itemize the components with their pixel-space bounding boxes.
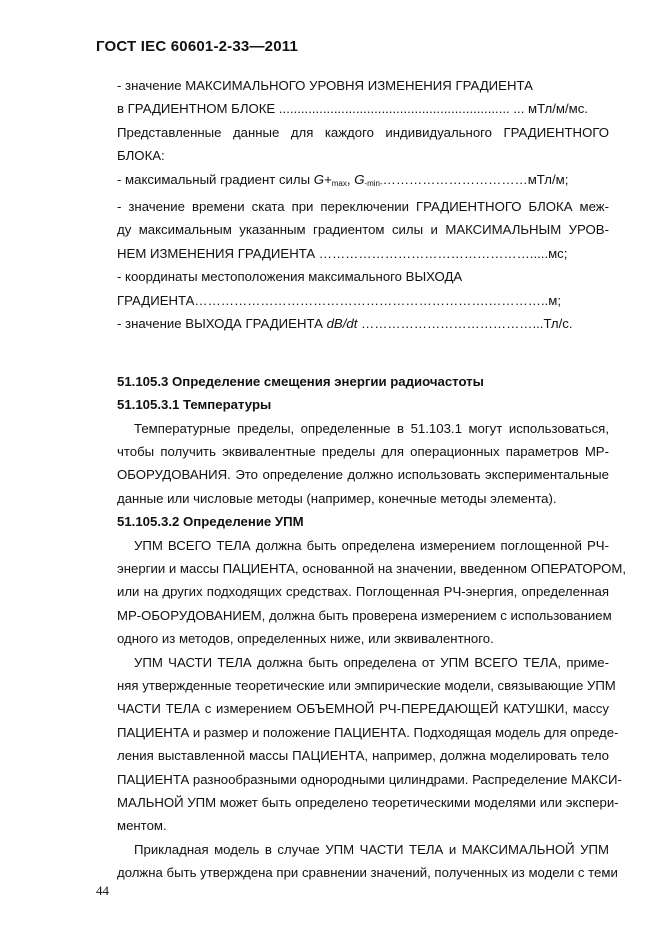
spacer bbox=[117, 359, 609, 370]
paragraph-line: энергии и массы ПАЦИЕНТА, основанной на значении, введенном ОПЕРАТОРОМ, bbox=[117, 561, 626, 576]
paragraph-line: ОБОРУДОВАНИЯ. Это определение должно использовать экспериментальные bbox=[117, 467, 609, 483]
formula-separator: , bbox=[346, 171, 355, 187]
text-line: НЕМ ИЗМЕНЕНИЯ ГРАДИЕНТА ………………………………………….....мс; bbox=[117, 245, 568, 261]
paragraph-line: ПАЦИЕНТА разнообразными однородными цилиндрами. Распределение МАКСИ- bbox=[117, 771, 622, 787]
formula-dbdt: dB/dt bbox=[326, 316, 358, 332]
subscript-min: -min- bbox=[364, 178, 383, 188]
paragraph-line: ПАЦИЕНТА и размер и положение ПАЦИЕНТА. Подходящая модель для опреде- bbox=[117, 724, 619, 740]
text-segment: - максимальный градиент силы bbox=[117, 171, 314, 187]
text-segment: …………………………………...Тл/с. bbox=[361, 316, 573, 332]
paragraph-line: чтобы получить эквивалентные пределы для операционных параметров МР- bbox=[117, 444, 609, 460]
paragraph-line: ЧАСТИ ТЕЛА с измерением ОБЪЕМНОЙ РЧ-ПЕРЕДАЮЩЕЙ КАТУШКИ, массу bbox=[117, 701, 609, 717]
text-line: в ГРАДИЕНТНОМ БЛОКЕ ............................................................... ... мТл/м/мс. bbox=[117, 101, 588, 117]
formula-g-minus: G bbox=[354, 171, 365, 187]
formula-g-plus: G+ bbox=[313, 171, 332, 187]
gradient-strength-line bbox=[117, 168, 609, 195]
paragraph-line: МАЛЬНОЙ УПМ может быть определено теоретическими моделями или экспери- bbox=[117, 794, 619, 810]
page-body bbox=[117, 74, 626, 885]
paragraph-line: УПМ ЧАСТИ ТЕЛА должна быть определена от УПМ ВСЕГО ТЕЛА, приме- bbox=[134, 654, 609, 670]
text-line: ГРАДИЕНТА………………………………………………………….…………..м; bbox=[117, 292, 562, 308]
text-line: БЛОКА: bbox=[117, 148, 165, 164]
formula-tail: ……………………………мТл/м; bbox=[382, 171, 569, 187]
spacer bbox=[117, 335, 609, 358]
gradient-output-line bbox=[117, 312, 609, 335]
paragraph-line: данные или числовые методы (например, конечные методы элемента). bbox=[117, 490, 557, 506]
text-line: - значение времени ската при переключении ГРАДИЕНТНОГО БЛОКА меж- bbox=[117, 199, 609, 215]
text-line: Представленные данные для каждого индивидуального ГРАДИЕНТНОГО bbox=[117, 124, 609, 140]
paragraph-line: Прикладная модель в случае УПМ ЧАСТИ ТЕЛА и МАКСИМАЛЬНОЙ УПМ bbox=[134, 841, 609, 857]
subsection-heading: 51.105.3.2 Определение УПМ bbox=[117, 514, 304, 530]
subsection-heading: 51.105.3.1 Температуры bbox=[117, 397, 272, 413]
paragraph-line: должна быть утверждена при сравнении значений, полученных из модели с теми bbox=[117, 865, 618, 881]
paragraph-line: няя утвержденные теоретические или эмпирические модели, связывающие УПМ bbox=[117, 677, 616, 693]
paragraph-line: Температурные пределы, определенные в 51.103.1 могут использоваться, bbox=[134, 420, 609, 436]
paragraph-line: ления выставленной массы ПАЦИЕНТА, например, должна моделировать тело bbox=[117, 748, 609, 764]
text-line: ду максимальным указанным градиентом силы и МАКСИМАЛЬНЫМ УРОВ- bbox=[117, 222, 609, 238]
subscript-max: max bbox=[331, 178, 347, 188]
paragraph-line: одного из методов, определенных ниже, или эквивалентного. bbox=[117, 631, 494, 647]
text-segment: - значение ВЫХОДА ГРАДИЕНТА bbox=[117, 316, 327, 332]
document-header: ГОСТ IEC 60601-2-33—2011 bbox=[96, 38, 299, 55]
section-heading: 51.105.3 Определение смещения энергии радиочастоты bbox=[117, 373, 484, 389]
paragraph-line: МР-ОБОРУДОВАНИЕМ, должна быть проверена измерением с использованием bbox=[117, 607, 612, 623]
paragraph-line: или на других подходящих средствах. Поглощенная РЧ-энергия, определенная bbox=[117, 584, 609, 600]
paragraph-line: УПМ ВСЕГО ТЕЛА должна быть определена измерением поглощенной РЧ- bbox=[134, 537, 609, 553]
text-line: - значение МАКСИМАЛЬНОГО УРОВНЯ ИЗМЕНЕНИЯ ГРАДИЕНТА bbox=[117, 78, 533, 93]
text-line: - координаты местоположения максимального ВЫХОДА bbox=[117, 269, 463, 285]
page-number: 44 bbox=[96, 883, 109, 898]
paragraph-line: ментом. bbox=[117, 818, 167, 834]
